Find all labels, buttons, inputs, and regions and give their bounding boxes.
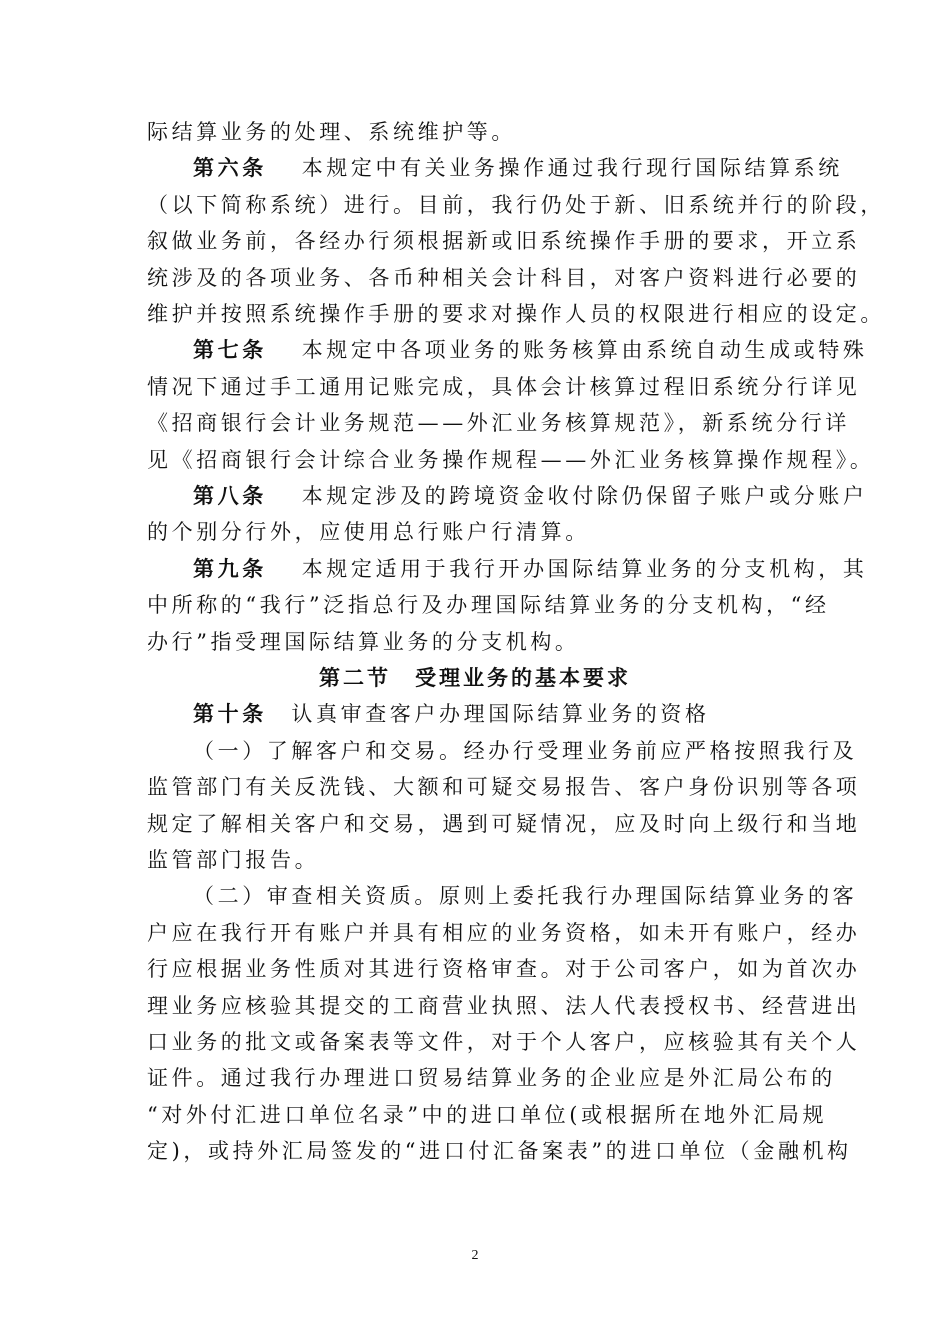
text-line [193,152,843,182]
text-line [147,1026,860,1056]
line-text: 《招商银行会计业务规范——外汇业务核算规范》，新系统分行详 [147,411,850,436]
line-text: （以下简称系统）进行。目前，我行仍处于新、旧系统并行的阶段， [147,192,885,217]
article-label: 第九条 [193,555,267,581]
article-label: 第六条 [193,155,267,181]
section-heading [0,662,950,692]
text-line [147,1099,827,1129]
line-text: 际结算业务的处理、系统维护等。 [147,120,516,144]
text-line [193,553,868,583]
text-line [147,1062,836,1092]
text-line [147,225,860,255]
line-text: 情况下通过手工通用记账完成，具体会计核算过程旧系统分行详见 [147,374,861,399]
article-label: 第八条 [193,483,267,508]
text-line [193,880,857,910]
text-line [147,407,850,437]
line-text: 理业务应核验其提交的工商营业执照、法人代表授权书、经营进出 [147,993,861,1018]
text-line [147,189,885,219]
line-text: 统涉及的各项业务、各币种相关会计科目，对客户资料进行必要的 [147,265,861,290]
page-number: 2 [471,1248,479,1263]
text-line [147,444,875,474]
text-line [147,516,590,546]
text-line [147,262,860,292]
text-line [147,116,516,146]
text-line [147,953,860,983]
text-line [147,371,860,401]
line-text: 定)，或持外汇局签发的“进口付汇备案表”的进口单位（金融机构 [147,1139,852,1164]
line-text: （一）了解客户和交易。经办行受理业务前应严格按照我行及 [193,738,858,763]
line-text: 户应在我行开有账户并具有相应的业务资格，如未开有账户，经办 [147,920,861,945]
line-text: 中所称的“我行”泛指总行及办理国际结算业务的分支机构，“经 [147,593,830,618]
line-text: 本规定涉及的跨境资金收付除仍保留子账户或分账户 [266,484,868,508]
line-text: 规定了解相关客户和交易，遇到可疑情况，应及时向上级行和当地 [147,811,861,836]
text-line [193,334,868,364]
line-text: （二）审查相关资质。原则上委托我行办理国际结算业务的客 [193,884,858,909]
line-text: 的个别分行外，应使用总行账户行清算。 [147,520,590,545]
text-line [193,735,857,765]
text-line [193,480,868,510]
line-text: 证件。通过我行办理进口贸易结算业务的企业应是外汇局公布的 [147,1066,836,1091]
line-text: 监管部门有关反洗钱、大额和可疑交易报告、客户身份识别等各项 [147,775,861,800]
line-text: 见《招商银行会计综合业务操作规程——外汇业务核算操作规程》。 [147,447,875,472]
line-text: 本规定中有关业务操作通过我行现行国际结算系统 [266,156,843,181]
article-label: 第十条 [193,701,267,727]
line-text: 监管部门报告。 [147,848,320,872]
line-text: 行应根据业务性质对其进行资格审查。对于公司客户，如为首次办 [147,957,861,982]
line-text: 口业务的批文或备案表等文件，对于个人客户，应核验其有关个人 [147,1030,861,1054]
text-line [147,589,830,619]
line-text: 本规定中各项业务的账务核算由系统自动生成或特殊 [266,338,868,363]
text-line [147,626,580,656]
text-line [147,844,319,874]
text-line [193,698,710,728]
text-line [147,1135,852,1165]
text-line [147,808,860,838]
article-label: 第二节 受理业务的基本要求 [319,665,631,690]
line-text: 办行”指受理国际结算业务的分支机构。 [147,629,580,654]
line-text: “对外付汇进口单位名录”中的进口单位(或根据所在地外汇局规 [147,1102,828,1127]
line-text: 本规定适用于我行开办国际结算业务的分支机构，其 [266,556,868,581]
text-line [147,990,860,1020]
line-text: 叙做业务前，各经办行须根据新或旧系统操作手册的要求，开立系 [147,229,861,254]
article-label: 第七条 [193,337,267,363]
text-line [147,771,860,801]
line-text: 维护并按照系统操作手册的要求对操作人员的权限进行相应的设定。 [147,302,885,326]
line-text: 认真审查客户办理国际结算业务的资格 [266,702,710,727]
text-line [147,917,860,947]
text-line [147,298,885,328]
